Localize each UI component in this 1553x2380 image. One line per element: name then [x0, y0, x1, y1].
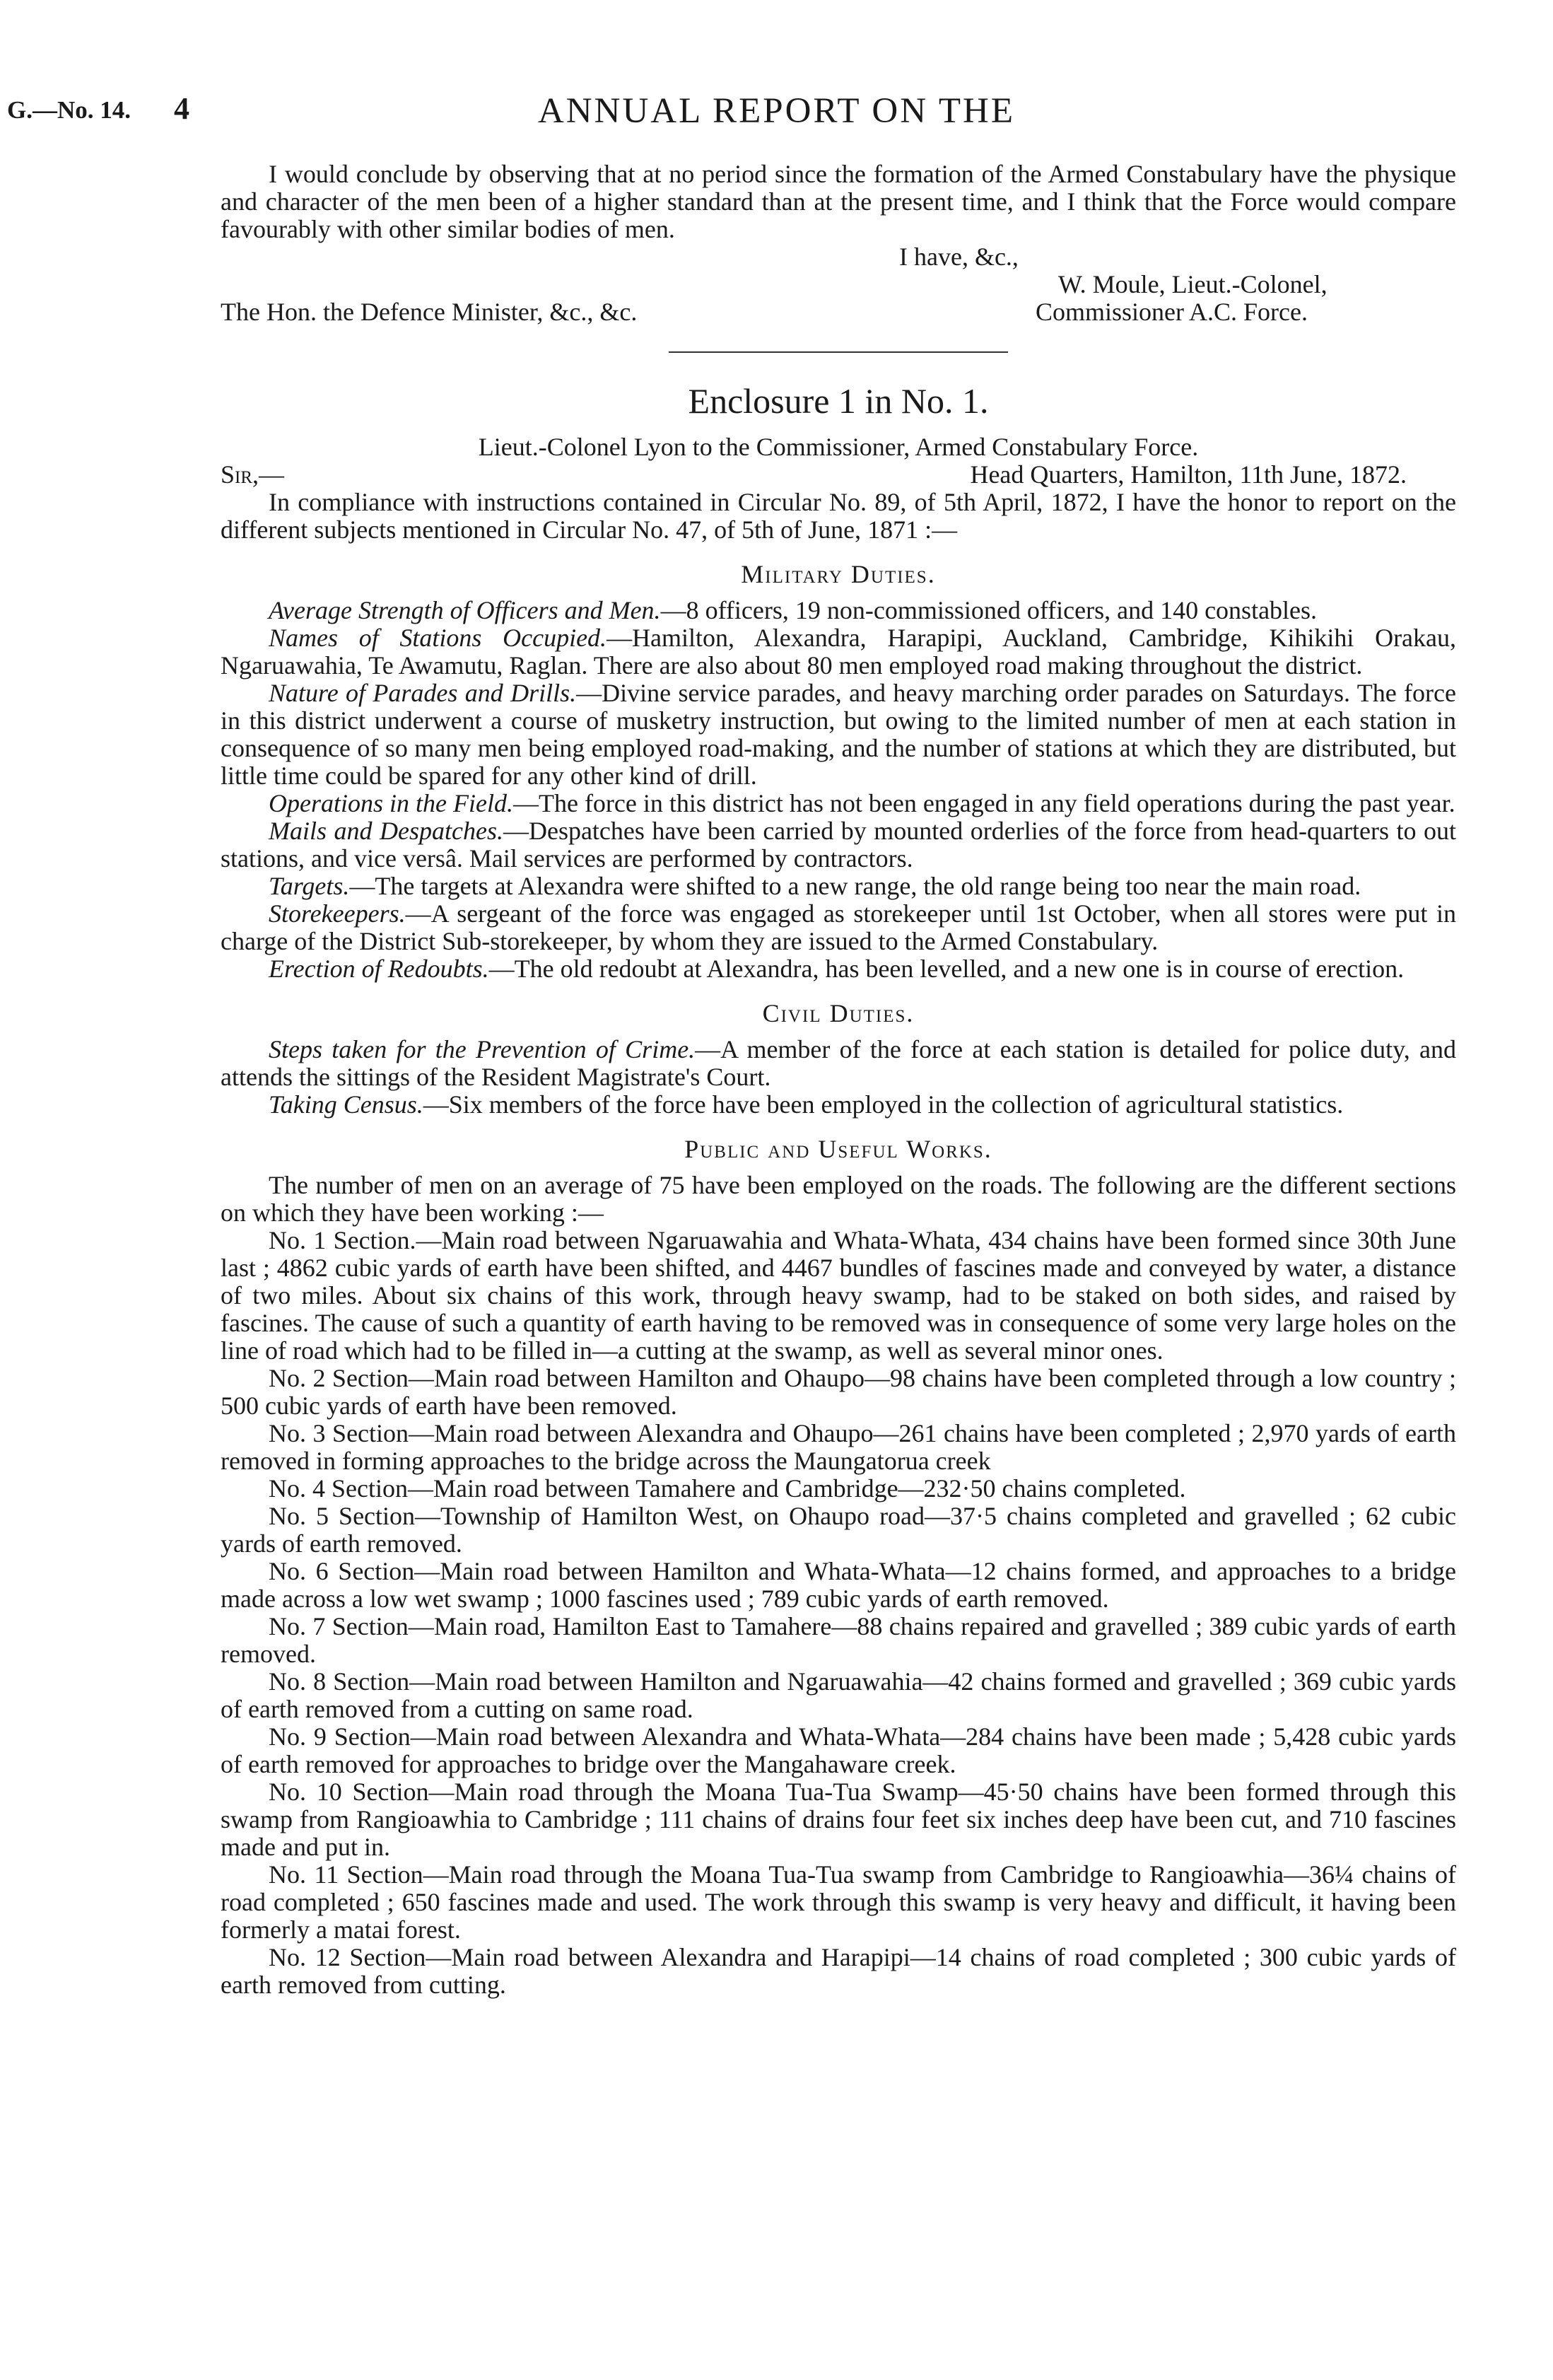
- enclosure-intro: In compliance with instructions contained in Circular No. 89, of 5th April, 1872, I have the honor to report on the different subjects mentioned in Circular No. 47, of 5th of June, 1871 :—: [221, 488, 1456, 544]
- document-reference: G.—No. 14.: [7, 96, 131, 124]
- list-item: No. 7 Section—Main road, Hamilton East to Tamahere—88 chains repaired and gravelled ; 389 cubic yards of earth removed.: [221, 1612, 1456, 1668]
- list-item: Nature of Parades and Drills.—Divine service parades, and heavy marching order parades on Saturdays. The force in this district underwent a course of musketry instruction, but owing to the limited number of men at each station in consequence of so many men being employed road-making, and the number of stations at which they are distributed, but little time could be spared for any other kind of drill.: [221, 679, 1456, 790]
- enclosure-title: Enclosure 1 in No. 1.: [688, 381, 989, 421]
- item-label: Names of Stations Occupied.: [269, 624, 607, 652]
- list-item: No. 5 Section—Township of Hamilton West, on Ohaupo road—37·5 chains completed and gravelled ; 62 cubic yards of earth removed.: [221, 1502, 1456, 1558]
- list-item: No. 9 Section—Main road between Alexandra and Whata-Whata—284 chains have been made ; 5,428 cubic yards of earth removed for approaches to bridge over the Mangahaware creek.: [221, 1722, 1456, 1778]
- civil-duties-heading: Civil Duties.: [762, 999, 915, 1027]
- military-duties-list: [221, 597, 1456, 983]
- list-item: No. 8 Section—Main road between Hamilton and Ngaruawahia—42 chains formed and gravelled ; 369 cubic yards of earth removed from a cutting on same road.: [221, 1667, 1456, 1723]
- military-duties-heading: Military Duties.: [741, 560, 936, 588]
- list-item: Storekeepers.—A sergeant of the force was engaged as storekeeper until 1st October, when all stores were put in charge of the District Sub-storekeeper, by whom they are issued to the Armed Constabulary.: [221, 899, 1456, 955]
- document-body: [221, 161, 1456, 1999]
- list-item: Taking Census.—Six members of the force have been employed in the collection of agricultural statistics.: [269, 1090, 1344, 1119]
- section-divider: [669, 351, 1008, 353]
- running-header: [0, 91, 1553, 133]
- item-label: Average Strength of Officers and Men.: [269, 596, 661, 624]
- list-item: No. 12 Section—Main road between Alexandra and Harapipi—14 chains of road completed ; 300 cubic yards of earth removed from cutting.: [221, 1943, 1456, 1999]
- addressee: The Hon. the Defence Minister, &c., &c.: [221, 298, 638, 326]
- list-item: No. 10 Section—Main road through the Moana Tua-Tua Swamp—45·50 chains have been formed through this swamp from Rangioawhia to Cambridge ; 111 chains of drains four feet six inches deep have been cut, and 710 fascines made and put in.: [221, 1778, 1456, 1861]
- list-item: No. 4 Section—Main road between Tamahere and Cambridge—232·50 chains completed.: [269, 1474, 1186, 1503]
- salutation: Sir,—: [221, 460, 285, 489]
- list-item: No. 6 Section—Main road between Hamilton and Whata-Whata—12 chains formed, and approaches to a bridge made across a low wet swamp ; 1000 fascines used ; 789 cubic yards of earth removed.: [221, 1557, 1456, 1613]
- civil-duties-list: [221, 1036, 1456, 1119]
- salutation-row: [221, 461, 1456, 489]
- page-number: 4: [174, 91, 189, 126]
- addressee-row: [221, 298, 1456, 326]
- dateline: Head Quarters, Hamilton, 11th June, 1872.: [970, 460, 1407, 489]
- list-item: Steps taken for the Prevention of Crime.—A member of the force at each station is detailed for police duty, and attends the sittings of the Resident Magistrate's Court.: [221, 1035, 1456, 1091]
- list-item: Erection of Redoubts.—The old redoubt at Alexandra, has been levelled, and a new one is in course of erection.: [269, 955, 1405, 983]
- signature-title: Commissioner A.C. Force.: [1036, 298, 1308, 326]
- page-title: ANNUAL REPORT ON THE: [537, 91, 1016, 131]
- list-item: Names of Stations Occupied.—Hamilton, Alexandra, Harapipi, Auckland, Cambridge, Kihikihi Orakau, Ngaruawahia, Te Awamutu, Raglan. There are also about 80 men employed road making throughout the district.: [221, 624, 1457, 679]
- item-label: Steps taken for the Prevention of Crime.: [269, 1035, 696, 1063]
- list-item: No. 3 Section—Main road between Alexandra and Ohaupo—261 chains have been completed ; 2,970 yards of earth removed in forming approaches to the bridge across the Maungatorua creek: [221, 1419, 1456, 1475]
- item-label: Storekeepers.: [269, 899, 406, 928]
- item-label: Mails and Despatches.: [269, 817, 503, 845]
- public-works-intro: The number of men on an average of 75 have been employed on the roads. The following are the different sections on which they have been working :—: [221, 1171, 1456, 1227]
- item-label: Operations in the Field.: [269, 789, 513, 817]
- public-works-heading: Public and Useful Works.: [684, 1135, 992, 1163]
- road-sections-list: [221, 1227, 1456, 1999]
- item-label: Nature of Parades and Drills.: [269, 679, 577, 707]
- list-item: Average Strength of Officers and Men.—8 officers, 19 non-commissioned officers, and 140 constables.: [269, 596, 1318, 624]
- item-label: Taking Census.: [269, 1090, 423, 1119]
- list-item: Mails and Despatches.—Despatches have been carried by mounted orderlies of the force from head-quarters to out stations, and vice versâ. Mail services are performed by contractors.: [221, 817, 1456, 873]
- item-label: Targets.: [269, 872, 350, 900]
- list-item: Targets.—The targets at Alexandra were shifted to a new range, the old range being too near the main road.: [269, 872, 1361, 900]
- list-item: Operations in the Field.—The force in this district has not been engaged in any field operations during the past year.: [269, 789, 1455, 817]
- closing-i-have: I have, &c.,: [899, 243, 1019, 271]
- item-label: Erection of Redoubts.: [269, 955, 489, 983]
- signature-name: W. Moule, Lieut.-Colonel,: [1058, 270, 1328, 298]
- enclosure-from-line: Lieut.-Colonel Lyon to the Commissioner, Armed Constabulary Force.: [478, 433, 1199, 461]
- closing-paragraph: I would conclude by observing that at no period since the formation of the Armed Constabulary have the physique and character of the men been of a higher standard than at the present time, and I think that the Force would compare favourably with other similar bodies of men.: [221, 160, 1456, 243]
- list-item: No. 2 Section—Main road between Hamilton and Ohaupo—98 chains have been completed through a low country ; 500 cubic yards of earth have been removed.: [221, 1364, 1456, 1420]
- list-item: No. 1 Section.—Main road between Ngaruawahia and Whata-Whata, 434 chains have been formed since 30th June last ; 4862 cubic yards of earth have been shifted, and 4467 bundles of fascines made and conveyed by water, a distance of two miles. About six chains of this work, through heavy swamp, had to be staked on both sides, and raised by fascines. The cause of such a quantity of earth having to be removed was in consequence of some very large holes on the line of road which had to be filled in—a cutting at the swamp, as well as several minor ones.: [221, 1226, 1456, 1365]
- list-item: No. 11 Section—Main road through the Moana Tua-Tua swamp from Cambridge to Rangioawhia—36¼ chains of road completed ; 650 fascines made and used. The work through this swamp is very heavy and difficult, it having been formerly a matai forest.: [221, 1860, 1456, 1944]
